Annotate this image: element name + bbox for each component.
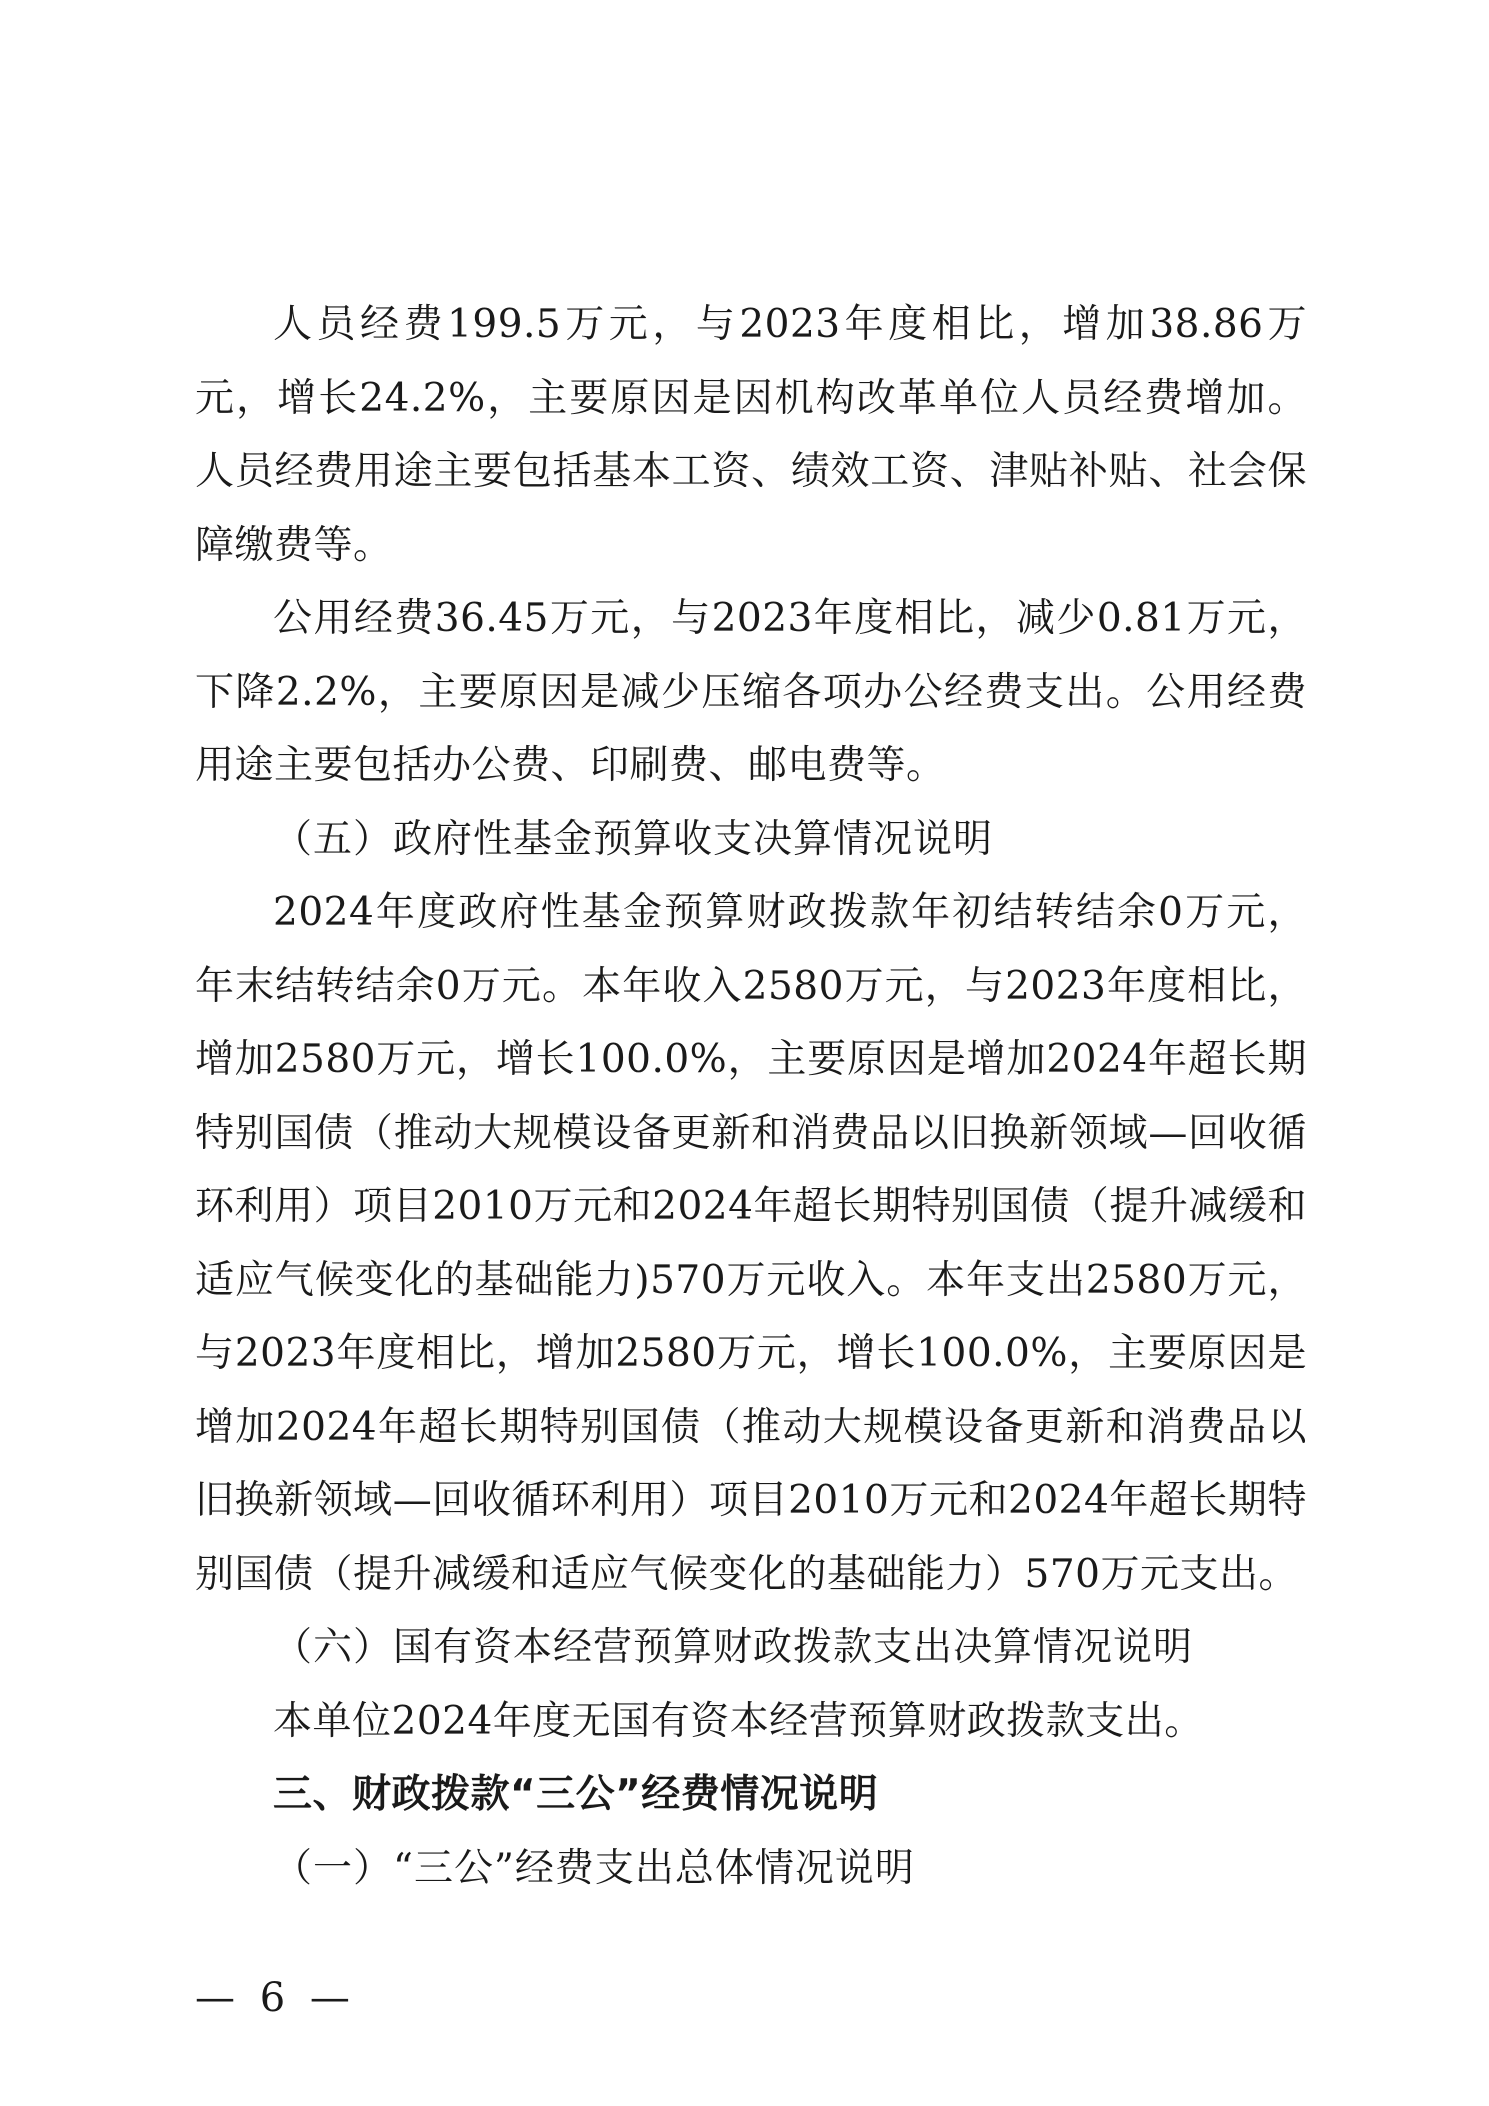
document-body xyxy=(195,288,1307,1905)
heading-three-public-overall: （一）“三公”经费支出总体情况说明 xyxy=(273,1845,915,1891)
page-number: — 6 — xyxy=(195,1975,356,2021)
paragraph-government-fund-budget: 2024年度政府性基金预算财政拨款年初结转结余0万元，年末结转结余0万元。本年收入2580万元，与2023年度相比，增加2580万元，增长100.0%，主要原因是增加2024年超长期特别国债（推动大规模设备更新和消费品以旧换新领域—回收循环利用）项目2010万元和2024年超长期特别国债（提升减缓和适应气候变化的基础能力)570万元收入。本年支出2580万元，与2023年度相比，增加2580万元，增长100.0%，主要原因是增加2024年超长期特别国债（推动大规模设备更新和消费品以旧换新领域—回收循环利用）项目2010万元和2024年超长期特别国债（提升减缓和适应气候变化的基础能力）570万元支出。 xyxy=(195,890,1307,1597)
paragraph-state-capital-budget: 本单位2024年度无国有资本经营预算财政拨款支出。 xyxy=(273,1698,1204,1744)
paragraph-public-expenses: 公用经费36.45万元，与2023年度相比，减少0.81万元，下降2.2%，主要原因是减少压缩各项办公经费支出。公用经费用途主要包括办公费、印刷费、邮电费等。 xyxy=(195,596,1307,788)
heading-state-capital-budget: （六）国有资本经营预算财政拨款支出决算情况说明 xyxy=(273,1625,1194,1670)
heading-government-fund-budget: （五）政府性基金预算收支决算情况说明 xyxy=(273,816,994,862)
heading-three-public-expenses: 三、财政拨款“三公”经费情况说明 xyxy=(273,1772,879,1817)
paragraph-personnel-expenses: 人员经费199.5万元，与2023年度相比，增加38.86万元，增长24.2%，主要原因是因机构改革单位人员经费增加。人员经费用途主要包括基本工资、绩效工资、津贴补贴、社会保障缴费等。 xyxy=(195,302,1307,568)
